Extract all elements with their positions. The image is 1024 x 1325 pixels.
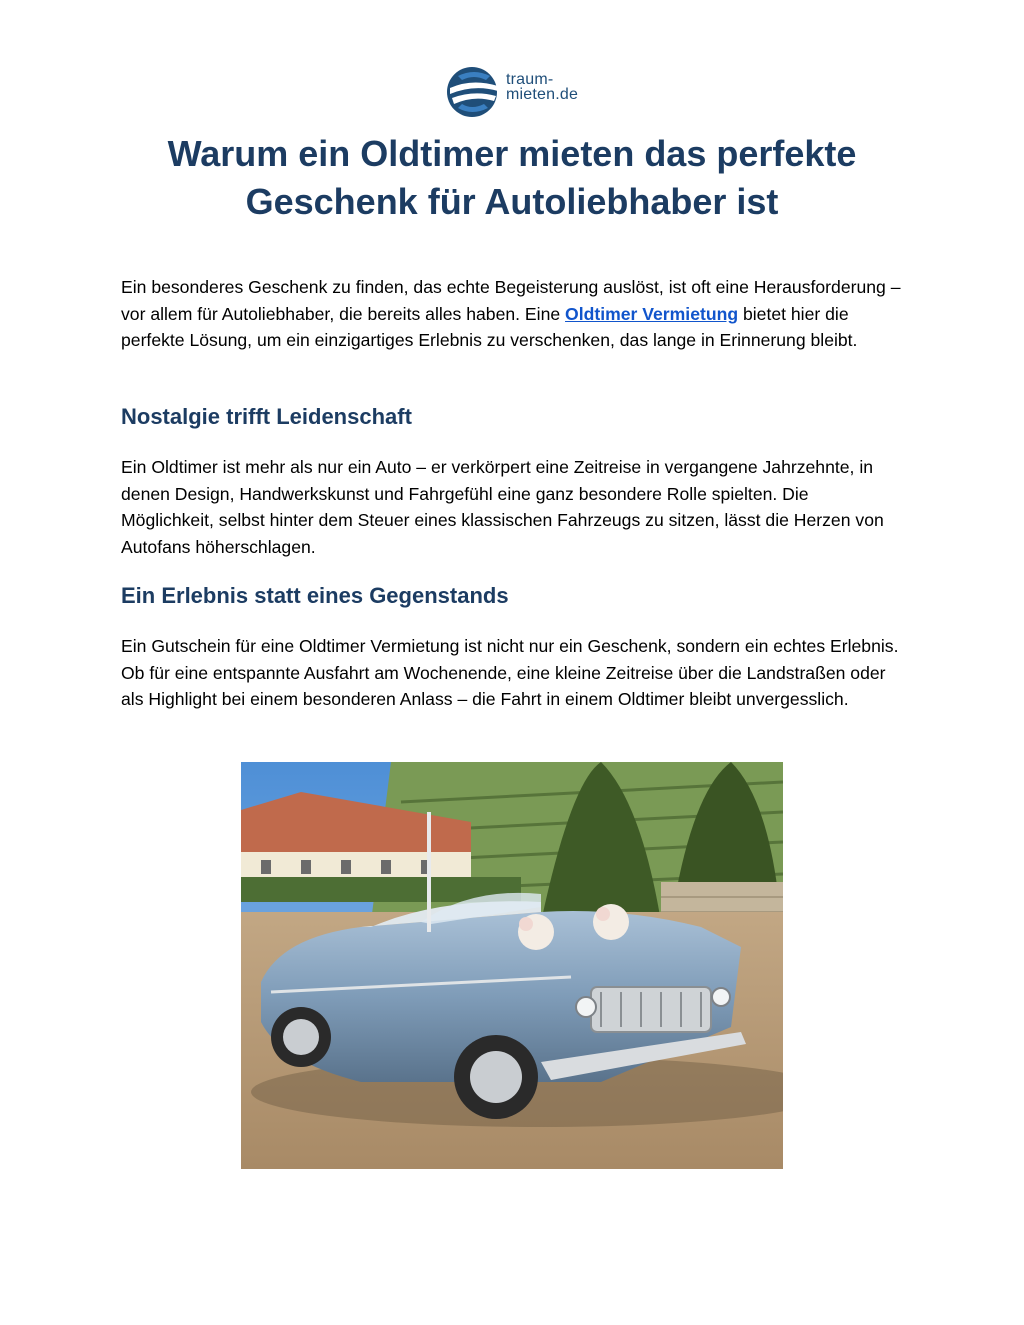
title-line-1: Warum ein Oldtimer mieten das perfekte — [167, 133, 857, 174]
title-line-2: Geschenk für Autoliebhaber ist — [245, 181, 779, 222]
traum-mieten-globe-logo-icon — [444, 64, 504, 120]
oldtimer-photo — [241, 762, 783, 1169]
intro-text-before: Ein besonderes Geschenk zu finden, das echte Begeisterung auslöst, ist oft eine Herausforderung – vor allem für Autoliebhaber, die bereits alles haben. Eine — [121, 277, 901, 324]
page-title — [100, 130, 924, 226]
logo-line-1: traum- — [506, 71, 554, 88]
logo-wordmark — [506, 72, 578, 102]
section-paragraph-nostalgie: Ein Oldtimer ist mehr als nur ein Auto – er verkörpert eine Zeitreise in vergangene Jahrzehnte, in denen Design, Handwerkskunst und Fahrgefühl eine ganz besondere Rolle spielten. Die Möglichkeit, selbst hinter dem Steuer eines klassischen Fahrzeugs zu sitzen, lässt die Herzen von Autofans höherschlagen. — [121, 457, 884, 557]
cadillac-convertible-image — [241, 762, 783, 1169]
intro-text-after: bietet hier die perfekte Lösung, um ein einzigartiges Erlebnis zu verschenken, das lange in Erinnerung bleibt. — [121, 303, 858, 350]
section-heading-nostalgie: Nostalgie trifft Leidenschaft — [121, 404, 412, 429]
section-paragraph-erlebnis: Ein Gutschein für eine Oldtimer Vermietung ist nicht nur ein Geschenk, sondern ein echtes Erlebnis. Ob für eine entspannte Ausfahrt am Wochenende, eine kleine Zeitreise über die Landstraßen oder als Highlight bei einem besonderen Anlass – die Fahrt in einem Oldtimer bleibt unvergesslich. — [121, 636, 899, 709]
intro-paragraph — [121, 274, 901, 354]
site-logo[interactable] — [444, 64, 594, 120]
logo-line-2: mieten.de — [506, 86, 579, 103]
section-heading-erlebnis: Ein Erlebnis statt eines Gegenstands — [121, 583, 509, 608]
oldtimer-vermietung-link[interactable]: Oldtimer Vermietung — [565, 303, 739, 324]
